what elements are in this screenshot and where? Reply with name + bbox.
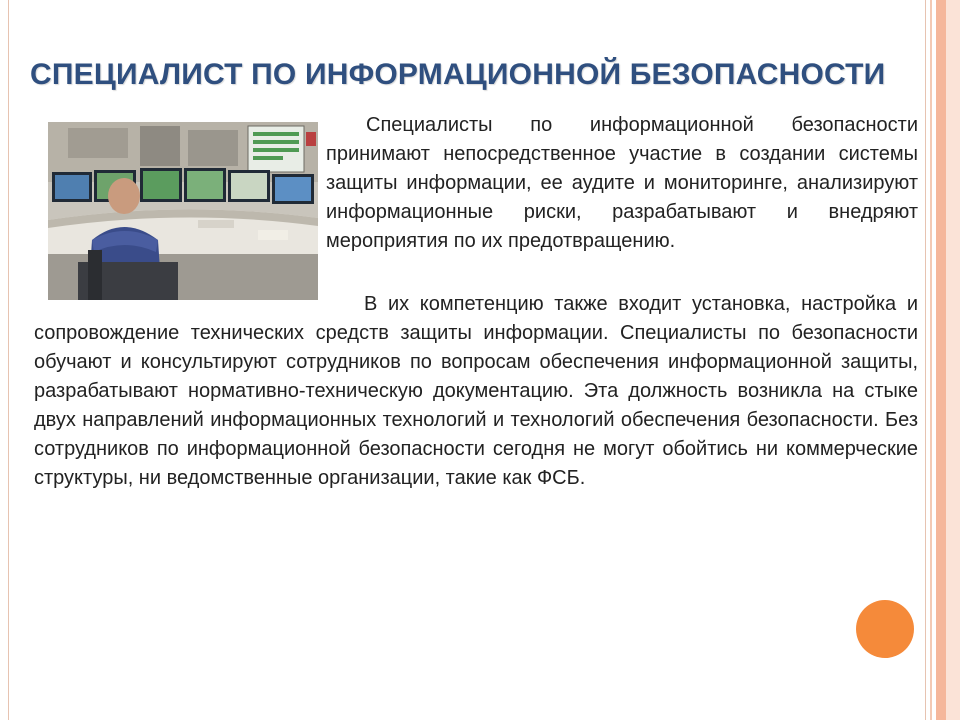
paragraph-intro: Специалисты по информационной безопасности принимают непосредственное участие в создании системы защиты информации, ее аудите и мониторинге, анализируют информационные риски, разрабатывают и внедряют мероприятия по их предотвращению. [326,114,918,252]
decorative-orange-circle [856,600,914,658]
decorative-side-stripes [926,0,960,720]
slide-title: СПЕЦИАЛИСТ ПО ИНФОРМАЦИОННОЙ БЕЗОПАСНОСТИ [30,58,886,91]
control-room-photo [48,122,318,300]
paragraph-competence: В их компетенцию также входит установка, настройка и сопровождение технических средств защиты информации. Специалисты по безопасности обучают и консультируют сотрудников по вопросам обеспечения информационной защиты, разрабатывают нормативно-техническую документацию. Эта должность возникла на стыке двух направлений информационных технологий и технологий обеспечения безопасности. Без сотрудников по информационной безопасности сегодня не могут обойтись ни коммерческие структуры, ни ведомственные организации, такие как ФСБ. [34,293,918,489]
